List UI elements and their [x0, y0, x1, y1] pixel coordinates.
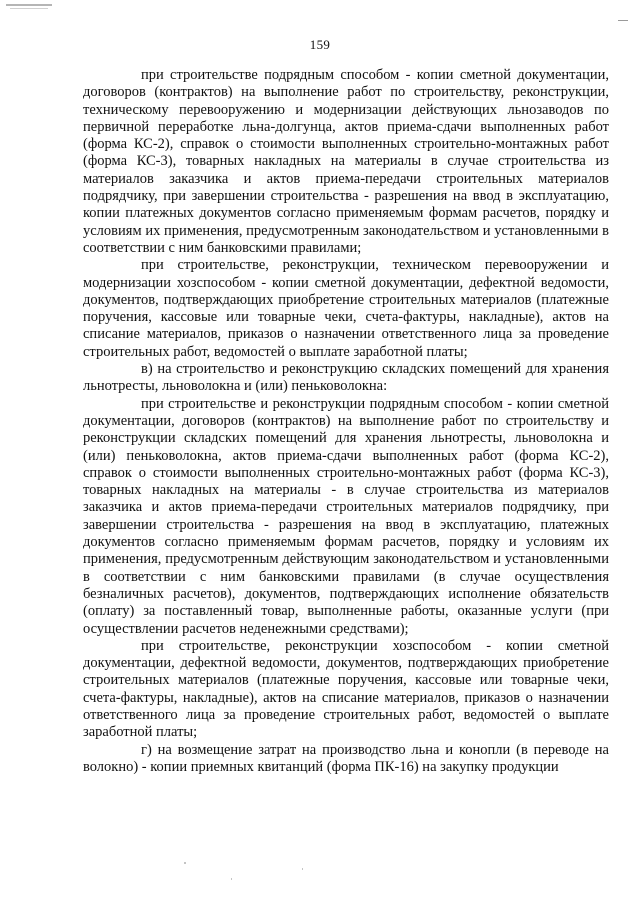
paragraph: при строительстве, реконструкции хозспособом - копии сметной документации, дефектной ведомости, документов, подтверждающих приобретение строительных материалов (платежные поручения, кассовые или товарные чеки, счета-фактуры, накладные), актов на списание материалов, приказов о назначении ответственного лица за проведение строительных работ, ведомостей о выплате заработной платы; — [83, 637, 609, 741]
paragraph: в) на строительство и реконструкцию складских помещений для хранения льнотресты, льноволокна и (или) пеньковолокна: — [83, 361, 609, 395]
paragraph: при строительстве и реконструкции подрядным способом - копии сметной документации, договоров (контрактов) на выполнение работ по строительству и реконструкции складских помещений для хранения льнотресты, льноволокна и (или) пеньковолокна, актов приема-сдачи выполненных работ (форма КС-2), справок о стоимости выполненных строительно-монтажных работ (форма КС-3), товарных накладных на материалы - в случае строительства из материалов заказчика и актов приема-передачи строительных материалов подрядчику, при завершении строительства - разрешения на ввод в эксплуатацию, платежных документов согласно применяемым формам расчетов, порядку и условиям их применения, предусмотренным действующим законодательством и установленными в соответствии с ним банковскими правилами (в случае осуществления безналичных расчетов), документов, подтверждающих исполнение обязательств (оплату) за поставленный товар, выполненные работы, оказанные услуги (при осуществлении расчетов неденежными средствами); — [83, 395, 609, 637]
scan-artifact-line — [10, 8, 48, 9]
scan-artifact-mark — [618, 20, 628, 21]
scan-artifact-line — [6, 4, 52, 6]
paragraph: г) на возмещение затрат на производство льна и конопли (в переводе на волокно) - копии приемных квитанций (форма ПК-16) на закупку продукции — [83, 741, 609, 775]
scan-speck — [231, 878, 232, 880]
paragraph: при строительстве, реконструкции, техническом перевооружении и модернизации хозспособом - копии сметной документации, дефектной ведомости, документов, подтверждающих приобретение строительных материалов (платежные поручения, кассовые или товарные чеки, счета-фактуры, накладные), актов на списание материалов, приказов о назначении ответственного лица за проведение строительных работ, ведомостей о выплате заработной платы; — [83, 257, 609, 360]
scan-speck — [184, 862, 186, 864]
paragraph: при строительстве подрядным способом - копии сметной документации, договоров (контрактов) на выполнение работ по строительству, реконструкции, техническому перевооружению и модернизации действующих льнозаводов по первичной переработке льна-долгунца, актов приема-сдачи выполненных работ (форма КС-2), справок о стоимости выполненных строительно-монтажных работ (форма КС-3), товарных накладных на материалы в случае строительства из материалов заказчика и актов приема-передачи строительных материалов подрядчику, при завершении строительства - разрешения на ввод в эксплуатацию, копии платежных документов согласно применяемым формам расчетов, порядку и условиям их применения, предусмотренным законодательством и установленными в соответствии с ним банковскими правилами; — [83, 67, 609, 256]
page-number: 159 — [309, 37, 331, 52]
scan-speck — [302, 868, 303, 870]
document-body — [83, 67, 609, 776]
